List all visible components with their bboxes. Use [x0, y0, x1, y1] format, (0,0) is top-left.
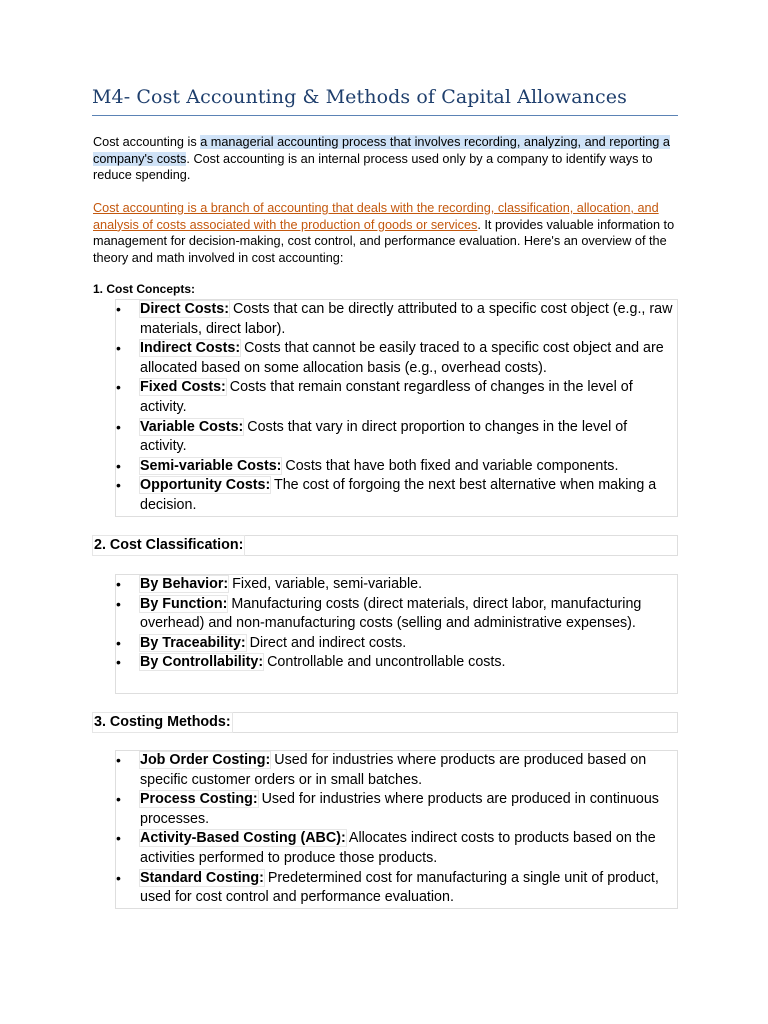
item-desc: Predetermined cost for manufacturing a single unit of product, used for cost control and performance evaluation. [140, 869, 659, 906]
item-desc: Allocates indirect costs to products based on the activities performed to produce those products. [140, 830, 656, 866]
costing-methods-list [115, 750, 678, 909]
item-term: Fixed Costs: [140, 379, 226, 396]
item-desc: Controllable and uncontrollable costs. [263, 654, 506, 671]
item-desc: Costs that remain constant regardless of changes in the level of activity. [140, 379, 633, 415]
item-desc: The cost of forgoing the next best alternative when making a decision. [140, 477, 657, 513]
item-desc: Used for industries where products are produced based on specific customer orders or in small batches. [140, 752, 647, 788]
item-desc: Used for industries where products are produced in continuous processes. [140, 791, 659, 827]
intro-highlight: a managerial accounting process that involves recording, analyzing, and reporting a company's costs [93, 135, 670, 166]
section3-heading-box [92, 712, 678, 733]
section3-heading: 3. Costing Methods: [94, 714, 231, 730]
intro-paragraph [93, 134, 683, 184]
item-term: Variable Costs: [140, 418, 244, 435]
title-underline [92, 115, 678, 116]
item-term: Activity-Based Costing (ABC): [140, 830, 346, 847]
item-term: By Behavior: [140, 576, 229, 592]
item-term: By Function: [140, 595, 228, 612]
list-item [116, 575, 677, 595]
item-term: Indirect Costs: [140, 340, 241, 357]
section2-heading: 2. Cost Classification: [94, 537, 244, 553]
cost-concepts-list [115, 299, 678, 517]
item-term: Direct Costs: [140, 301, 229, 317]
list-item [116, 418, 677, 457]
item-desc: Costs that cannot be easily traced to a specific cost object and are allocated based on some allocation basis (e.g., overhead costs). [140, 340, 664, 376]
intro-rest: . Cost accounting is an internal process used only by a company to identify ways to reduce spending. [93, 151, 653, 182]
item-term: Standard Costing: [140, 869, 264, 886]
list-item [116, 653, 677, 673]
list-item [116, 476, 677, 515]
list-item [116, 339, 677, 378]
item-desc: Manufacturing costs (direct materials, direct labor, manufacturing overhead) and non-manufacturing costs (selling and administrative expenses). [140, 595, 642, 632]
list-item [116, 829, 677, 868]
item-desc: Direct and indirect costs. [245, 634, 407, 651]
list-item [116, 300, 677, 339]
overview-link[interactable]: Cost accounting is a branch of accounting that deals with the recording, classification, allocation, and analysis of costs associated with the production of goods or services [93, 201, 659, 232]
item-term: Process Costing: [140, 791, 258, 808]
section1-heading: 1. Cost Concepts: [93, 282, 196, 296]
item-term: By Controllability: [140, 654, 264, 671]
overview-paragraph [93, 200, 683, 266]
list-item [116, 790, 677, 829]
list-item [116, 869, 677, 908]
list-item [116, 595, 677, 634]
item-desc: Costs that have both fixed and variable components. [281, 457, 619, 474]
item-desc: Fixed, variable, semi-variable. [228, 576, 423, 592]
list-item [116, 751, 677, 790]
item-term: Semi-variable Costs: [140, 457, 282, 474]
list-item [116, 634, 677, 654]
intro-lead: Cost accounting is [93, 135, 201, 149]
item-desc: Costs that vary in direct proportion to changes in the level of activity. [140, 418, 628, 455]
cost-classification-list [115, 574, 678, 694]
item-desc: Costs that can be directly attributed to a specific cost object (e.g., raw materials, direct labor). [140, 301, 673, 337]
section2-heading-box [92, 535, 678, 556]
item-term: Opportunity Costs: [140, 477, 271, 494]
overview-rest: . It provides valuable information to management for decision-making, cost control, and performance evaluation. Here's an overview of the theory and math involved in cost accounting: [93, 217, 675, 265]
page-title: M4- Cost Accounting & Methods of Capital Allowances [92, 86, 627, 108]
list-item [116, 457, 677, 477]
list-item [116, 378, 677, 417]
item-term: Job Order Costing: [140, 752, 271, 768]
item-term: By Traceability: [140, 634, 246, 651]
